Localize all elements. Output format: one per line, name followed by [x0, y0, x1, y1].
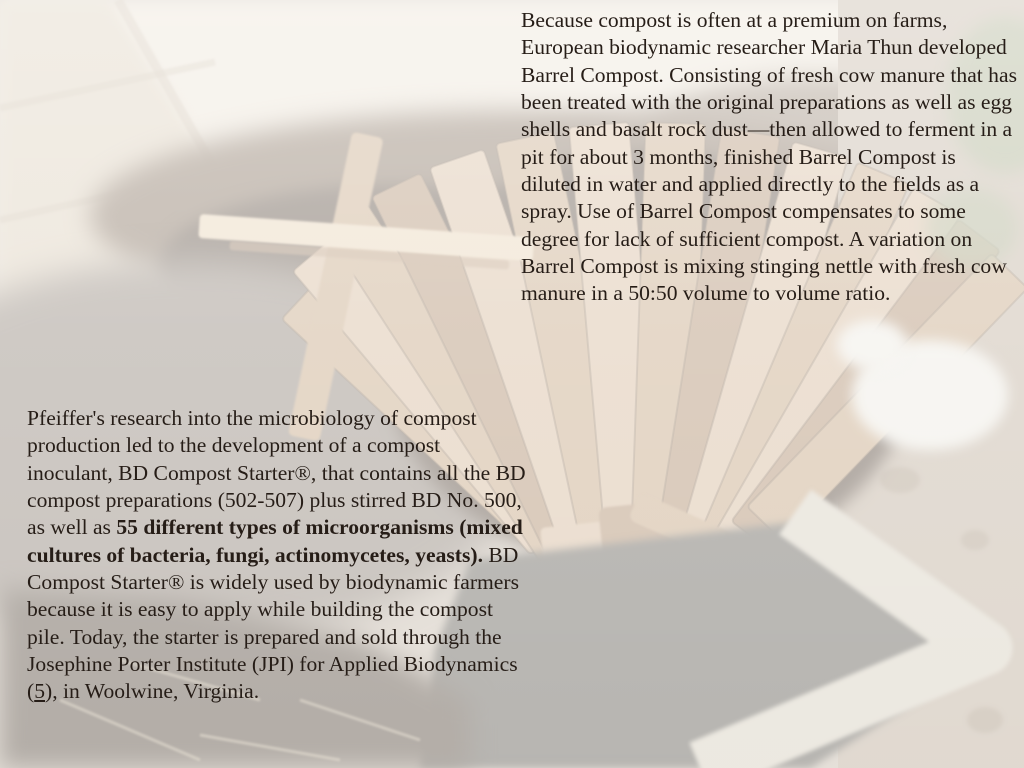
text-segment-bold: 55 different types of microorganisms (mixed cultures of bacteria, fungi, actinomycetes, yeasts). [27, 515, 523, 567]
text-segment-end: ), in Woolwine, Virginia. [45, 679, 260, 704]
text-segment-intro: Pfeiffer's research into the microbiology of compost production led to the development of a compost inoculant, BD Compost Starter®, that contains all the BD compost preparations (502-507) plus stirred BD No. 500, as well as [27, 406, 526, 540]
paragraph-barrel-compost: Because compost is often at a premium on farms, European biodynamic researcher Maria Thun developed Barrel Compost. Consisting of fresh cow manure that has been treated with the original preparations as well as egg shells and basalt rock dust—then allowed to ferment in a pit for about 3 months, finished Barrel Compost is diluted in water and applied directly to the fields as a spray. Use of Barrel Compost compensates to some degree for lack of sufficient compost. A variation on Barrel Compost is mixing stinging nettle with fresh cow manure in a 50:50 volume to volume ratio. [521, 8, 1017, 306]
text-segment-mid: BD Compost Starter® is widely used by biodynamic farmers because it is easy to apply while building the compost pile. Today, the starter is prepared and sold through the Josephine Porter Institute (JPI) for Applied Biodynamics ( [27, 542, 519, 704]
reference-5-link[interactable]: 5 [34, 679, 45, 704]
paragraph-bd-compost-starter [27, 405, 529, 706]
